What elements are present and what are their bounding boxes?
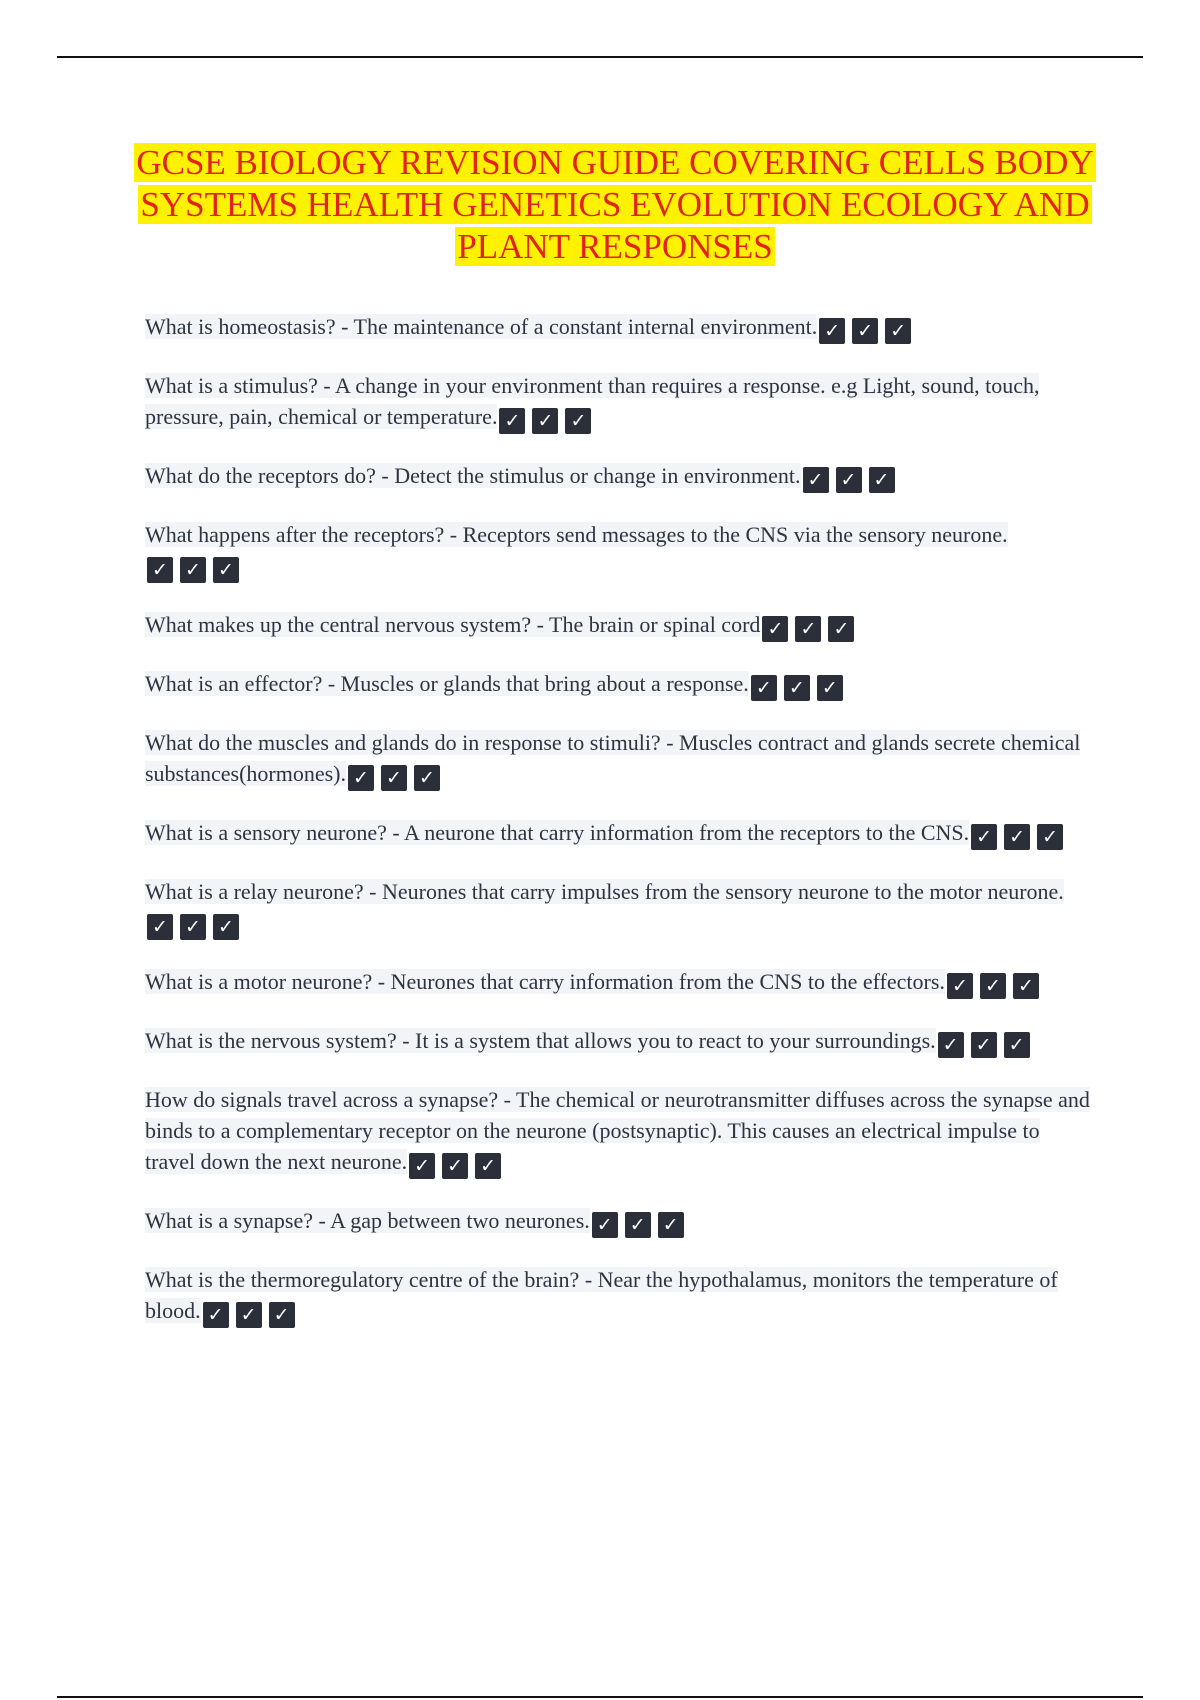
check-mark-icon: ✓	[180, 914, 206, 940]
bottom-rule	[57, 1696, 1143, 1698]
check-mark-icon: ✓	[819, 318, 845, 344]
check-mark-icon: ✓	[236, 1302, 262, 1328]
check-marks	[145, 553, 239, 584]
check-mark-icon: ✓	[147, 557, 173, 583]
check-mark-icon: ✓	[348, 765, 374, 791]
check-mark-icon: ✓	[1037, 824, 1063, 850]
qa-item	[145, 311, 1095, 345]
qa-item	[145, 668, 1095, 702]
qa-item	[145, 1084, 1095, 1180]
check-marks	[760, 612, 854, 643]
check-marks	[346, 761, 440, 792]
check-marks	[145, 910, 239, 941]
check-mark-icon: ✓	[1004, 1032, 1030, 1058]
check-mark-icon: ✓	[592, 1212, 618, 1238]
qa-item	[145, 1205, 1095, 1239]
qa-text: What is a relay neurone? - Neurones that carry impulses from the sensory neurone to the motor neurone.	[145, 879, 1064, 904]
check-marks	[969, 820, 1063, 851]
qa-text: What is a motor neurone? - Neurones that carry information from the CNS to the effectors.	[145, 969, 945, 994]
check-mark-icon: ✓	[269, 1302, 295, 1328]
check-marks	[201, 1298, 295, 1329]
check-mark-icon: ✓	[1013, 973, 1039, 999]
check-mark-icon: ✓	[803, 467, 829, 493]
check-mark-icon: ✓	[625, 1212, 651, 1238]
check-mark-icon: ✓	[852, 318, 878, 344]
check-mark-icon: ✓	[147, 914, 173, 940]
qa-item	[145, 966, 1095, 1000]
qa-text: What is the thermoregulatory centre of the brain? - Near the hypothalamus, monitors the temperature of blood.	[145, 1267, 1058, 1323]
check-mark-icon: ✓	[499, 408, 525, 434]
check-mark-icon: ✓	[409, 1153, 435, 1179]
check-marks	[817, 314, 911, 345]
qa-list	[145, 311, 1095, 1354]
check-mark-icon: ✓	[885, 318, 911, 344]
check-mark-icon: ✓	[532, 408, 558, 434]
check-mark-icon: ✓	[180, 557, 206, 583]
check-mark-icon: ✓	[762, 616, 788, 642]
qa-text: What happens after the receptors? - Receptors send messages to the CNS via the sensory neurone.	[145, 522, 1008, 547]
check-marks	[590, 1208, 684, 1239]
document-title-text: GCSE BIOLOGY REVISION GUIDE COVERING CELLS BODY SYSTEMS HEALTH GENETICS EVOLUTION ECOLOGY AND PLANT RESPONSES	[136, 143, 1094, 266]
check-mark-icon: ✓	[817, 675, 843, 701]
check-mark-icon: ✓	[213, 557, 239, 583]
qa-text: What is a synapse? - A gap between two neurones.	[145, 1208, 590, 1233]
qa-text: What is a sensory neurone? - A neurone that carry information from the receptors to the CNS.	[145, 820, 970, 845]
qa-item	[145, 609, 1095, 643]
top-rule	[57, 56, 1143, 58]
qa-text: How do signals travel across a synapse? - The chemical or neurotransmitter diffuses across the synapse and binds to a complementary receptor on the neurone (postsynaptic). This causes an electrical impulse to travel down the next neurone.	[145, 1087, 1090, 1174]
qa-item	[145, 817, 1095, 851]
check-mark-icon: ✓	[869, 467, 895, 493]
check-mark-icon: ✓	[213, 914, 239, 940]
check-marks	[936, 1028, 1030, 1059]
qa-item	[145, 876, 1095, 941]
check-marks	[801, 463, 895, 494]
check-mark-icon: ✓	[980, 973, 1006, 999]
qa-text: What makes up the central nervous system? - The brain or spinal cord	[145, 612, 761, 637]
check-mark-icon: ✓	[947, 973, 973, 999]
check-mark-icon: ✓	[751, 675, 777, 701]
check-mark-icon: ✓	[414, 765, 440, 791]
check-mark-icon: ✓	[381, 765, 407, 791]
qa-text: What is an effector? - Muscles or glands that bring about a response.	[145, 671, 749, 696]
qa-text: What is homeostasis? - The maintenance of a constant internal environment.	[145, 314, 818, 339]
qa-item	[145, 1025, 1095, 1059]
qa-item	[145, 460, 1095, 494]
check-mark-icon: ✓	[475, 1153, 501, 1179]
check-marks	[497, 404, 591, 435]
check-mark-icon: ✓	[442, 1153, 468, 1179]
check-marks	[749, 671, 843, 702]
qa-item	[145, 519, 1095, 584]
document-title	[130, 142, 1100, 268]
check-mark-icon: ✓	[971, 824, 997, 850]
check-mark-icon: ✓	[203, 1302, 229, 1328]
check-mark-icon: ✓	[828, 616, 854, 642]
qa-text: What is the nervous system? - It is a system that allows you to react to your surroundings.	[145, 1028, 936, 1053]
check-mark-icon: ✓	[784, 675, 810, 701]
check-mark-icon: ✓	[795, 616, 821, 642]
check-marks	[945, 969, 1039, 1000]
check-mark-icon: ✓	[938, 1032, 964, 1058]
qa-text: What do the muscles and glands do in response to stimuli? - Muscles contract and glands secrete chemical substances(hormones).	[145, 730, 1081, 786]
check-mark-icon: ✓	[971, 1032, 997, 1058]
qa-item	[145, 727, 1095, 792]
check-marks	[407, 1149, 501, 1180]
check-mark-icon: ✓	[658, 1212, 684, 1238]
qa-text: What is a stimulus? - A change in your environment than requires a response. e.g Light, sound, touch, pressure, pain, chemical or temperature.	[145, 373, 1040, 429]
qa-item	[145, 1264, 1095, 1329]
check-mark-icon: ✓	[565, 408, 591, 434]
check-mark-icon: ✓	[836, 467, 862, 493]
qa-text: What do the receptors do? - Detect the stimulus or change in environment.	[145, 463, 801, 488]
check-mark-icon: ✓	[1004, 824, 1030, 850]
qa-item	[145, 370, 1095, 435]
